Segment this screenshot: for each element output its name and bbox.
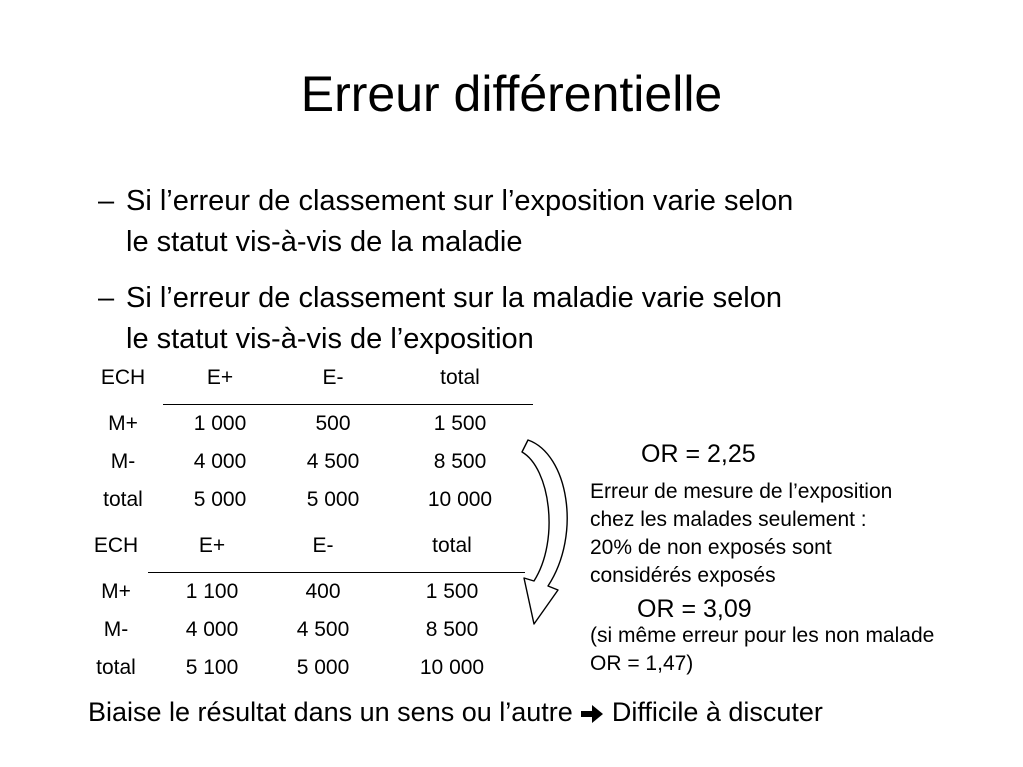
table-1-cell: 8 500 [433, 450, 487, 473]
bullet-2-line-1: Si l’erreur de classement sur la maladie varie selon [126, 282, 783, 314]
explanation-line-3: 20% de non exposés sont [590, 536, 832, 559]
table-1-row-label: M- [110, 450, 136, 473]
table-2-cell: 1 500 [425, 580, 479, 603]
table-2-cell: 5 100 [185, 656, 239, 679]
table-1-header-eplus: E+ [206, 366, 234, 389]
slide-title: Erreur différentielle [300, 66, 723, 122]
bullet-1-line-1: Si l’erreur de classement sur l’exposition varie selon [126, 185, 794, 217]
bullet-dash: – [98, 282, 115, 314]
table-1-cell: 4 500 [306, 450, 360, 473]
odds-ratio-1: OR = 2,25 [641, 440, 756, 468]
table-2-cell: 1 100 [185, 580, 239, 603]
aside-line-1: (si même erreur pour les non malade [590, 624, 935, 647]
table-2-row-label: M- [103, 618, 129, 641]
explanation-line-2: chez les malades seulement : [590, 508, 867, 531]
conclusion-left: Biaise le résultat dans un sens ou l’autre [88, 697, 573, 727]
table-2-row-label: M+ [101, 580, 131, 603]
table-1-cell: 500 [315, 412, 351, 435]
table-1-row-label: total [103, 488, 143, 511]
odds-ratio-2: OR = 3,09 [637, 595, 752, 623]
table-2-header-total: total [432, 534, 472, 557]
right-arrow-icon [580, 703, 604, 725]
table-2-header-ech: ECH [93, 534, 139, 557]
table-2-header-eplus: E+ [198, 534, 226, 557]
table-1-header-eminus: E- [322, 366, 344, 389]
curved-arrow-icon [520, 438, 580, 628]
conclusion [88, 697, 823, 728]
table-1-cell: 5 000 [193, 488, 247, 511]
bullet-2-line-2: le statut vis-à-vis de l’exposition [126, 323, 534, 355]
table-2-cell: 5 000 [296, 656, 350, 679]
bullet-dash: – [98, 185, 115, 217]
aside-line-2: OR = 1,47) [590, 652, 694, 675]
table-1-header-rule [163, 404, 533, 405]
table-1-header-total: total [440, 366, 480, 389]
table-2-cell: 4 500 [296, 618, 350, 641]
table-2-cell: 4 000 [185, 618, 239, 641]
table-2-cell: 8 500 [425, 618, 479, 641]
table-2-cell: 10 000 [419, 656, 485, 679]
bullet-1-line-2: le statut vis-à-vis de la maladie [126, 226, 523, 258]
table-1-cell: 10 000 [427, 488, 493, 511]
explanation-line-4: considérés exposés [590, 564, 776, 587]
table-1-header-ech: ECH [100, 366, 146, 389]
table-1-row-label: M+ [108, 412, 138, 435]
conclusion-right: Difficile à discuter [611, 697, 823, 727]
table-1-cell: 1 500 [433, 412, 487, 435]
table-2-header-eminus: E- [312, 534, 334, 557]
explanation-line-1: Erreur de mesure de l’exposition [590, 480, 893, 503]
table-2-cell: 400 [305, 580, 341, 603]
table-1-cell: 5 000 [306, 488, 360, 511]
table-1-cell: 4 000 [193, 450, 247, 473]
table-2-row-label: total [96, 656, 136, 679]
table-2-header-rule [148, 572, 525, 573]
table-1-cell: 1 000 [193, 412, 247, 435]
